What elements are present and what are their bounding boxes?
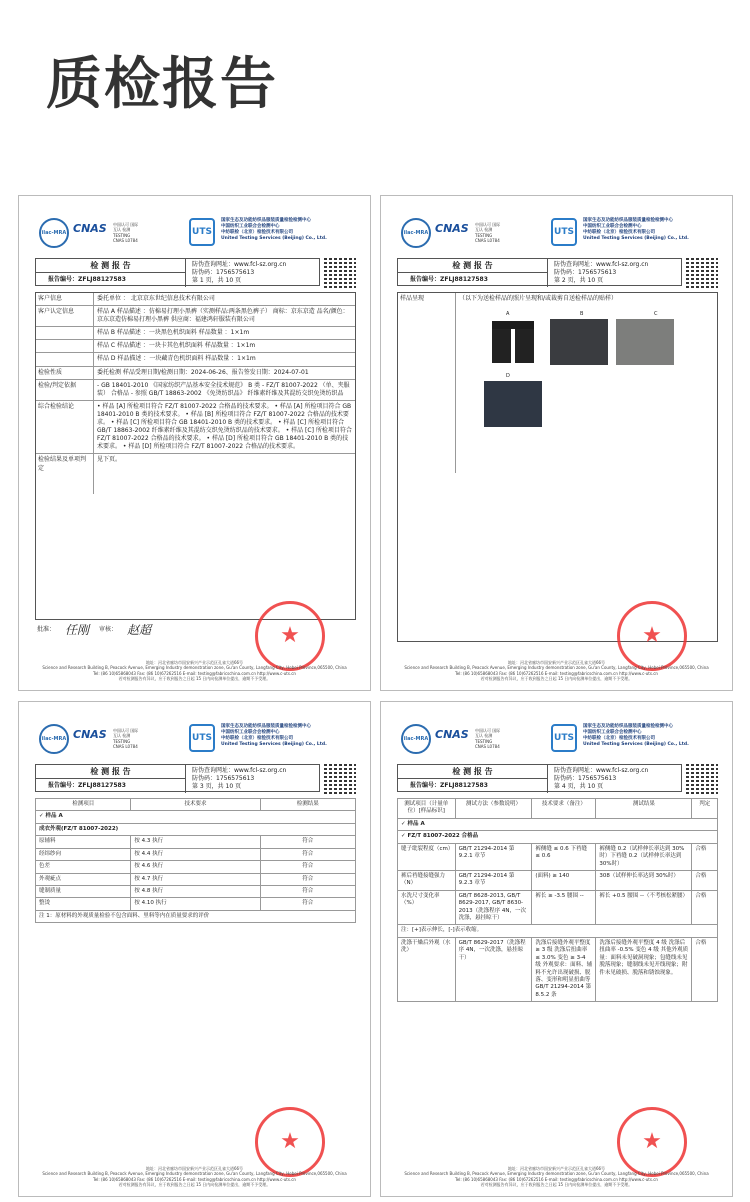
- qr-code: [686, 256, 718, 288]
- report-body: [397, 798, 718, 1148]
- verify-code: 防伪码：1756575613: [192, 269, 255, 276]
- table-row: 裤后裆缝接缝强力（N） GB/T 21294-2014 第 9.2.3 章节 (面料) ≥ 140 308（试样伸长率达到 30%时） 合格: [398, 870, 718, 890]
- qr-code: [324, 256, 356, 288]
- qr-code: [324, 762, 356, 794]
- page-count: 第 3 页，共 10 页: [192, 783, 242, 790]
- uts-logo: UTS: [551, 724, 577, 752]
- table-note: 注：[+]表示伸长，[-]表示收缩。: [398, 925, 718, 937]
- report-body: [35, 292, 356, 620]
- table-row: 色差 按 4.6 执行 符合: [36, 861, 356, 873]
- report-footer: 地址：河北省廊坊市国安新兴产业示范区孔雀大道66号 Science and Research Building B, Peacock Avenue, Emerging Industry demonstration zone, Gu'an County, Langfang City, Hebei Province,065500, China Tel: (86 10)65868043 Fax: (86 10)67262516 E-mail: testing@fabricschina.com.cn http://www.c-uts.cn 若对检测报告有异议，应于收到报告之日起 15 日内向检测单位提出，逾期不予受理。: [42, 1165, 347, 1188]
- table-row: 样品 D 样品描述 ：一块藏青色机织面料 样品数量 ：1×1m: [36, 353, 355, 366]
- sample-label: ✓ 样品 A: [398, 818, 718, 830]
- verify-site: 防伪查询网址：www.fcl-sz.org.cn: [554, 261, 649, 268]
- table-row: 水洗尺寸变化率（%） GB/T 8628-2013, GB/T 8629-2017, GB/T 8630-2013（洗涤程序 4N，一次洗涤，悬挂晾干） 裤长 ≥ -3.5 腰围 -- 裤长 +0.5 腰围 --（不考核松紧腰） 合格: [398, 890, 718, 925]
- report-footer: 地址：河北省廊坊市国安新兴产业示范区孔雀大道66号 Science and Research Building B, Peacock Avenue, Emerging Industry demonstration zone, Gu'an County, Langfang City, Hebei Province,065500, China Tel: (86 10)65868043 Fax: (86 10)67262516 E-mail: testing@fabricschina.com.cn http://www.c-uts.cn 若对检测报告有异议，应于收到报告之日起 15 日内向检测单位提出，逾期不予受理。: [42, 659, 347, 682]
- verify-code: 防伪码：1756575613: [192, 775, 255, 782]
- table-row: 检验结果及单项判定 见下页。: [36, 454, 355, 494]
- sample-b-swatch: [550, 319, 608, 365]
- standard-label: ✓ FZ/T 81007-2022 合格品: [398, 831, 718, 843]
- report-number: 报告编号：ZFLJ88127583: [36, 779, 186, 793]
- swatch-label: C: [654, 311, 658, 317]
- table-row: 样品 B 样品描述 ：一块黑色机织面料 样品数量 ：1×1m: [36, 327, 355, 340]
- org-name: 国家生态及功能纺织品服装质量检验检测中心 中国纺织工业联合会检测中心 中纺联检（北京）检验技术有限公司 United Testing Services (Beijing) Co., Ltd.: [221, 724, 327, 748]
- report-body: [35, 798, 356, 1148]
- report-bar: [397, 258, 682, 286]
- cnas-logo: CNAS: [435, 222, 469, 235]
- table-row: 样品 C 样品描述 ：一块卡其色机织面料 样品数量 ：1×1m: [36, 340, 355, 353]
- report-number: 报告编号：ZFLJ88127583: [398, 273, 548, 287]
- report-bar: [35, 764, 320, 792]
- report-page-1: [18, 195, 371, 691]
- cnas-logo: CNAS: [435, 728, 469, 741]
- report-bar: [397, 764, 682, 792]
- ilac-logo: ilac-MRA: [401, 724, 431, 754]
- table-row: 洗涤干燥后外观（水洗） GB/T 8629-2017（洗涤程序 4N，一次洗涤，悬挂晾干） 洗涤后接缝外观平整度 ≥ 3 级 洗涤后扭曲率 ≤ 3.0% 变色 ≥ 3-4 级 外观要求：面料、辅料不允许出现破损、脱落、变形和明显扭曲等 GB/T 21294-2014 第 8.5.2 条 洗涤后接缝外观平整度 4 级 洗涤后扭曲率 -0.5% 变色 4 级 其他外观质量：面料未见破洞现象；包缝线未见脱落现象；缝制线未见开线现象；附件未见破损、脱落和锈蚀现象。 合格: [398, 937, 718, 1001]
- ilac-logo: ilac-MRA: [39, 724, 69, 754]
- report-number: 报告编号：ZFLJ88127583: [36, 273, 186, 287]
- table-row: 外观疵点 按 4.7 执行 符合: [36, 873, 356, 885]
- report-body: [397, 292, 718, 642]
- report-bar: [35, 258, 320, 286]
- org-name: 国家生态及功能纺织品服装质量检验检测中心 中国纺织工业联合会检测中心 中纺联检（北京）检验技术有限公司 United Testing Services (Beijing) Co., Ltd.: [583, 724, 689, 748]
- report-page-3: [18, 701, 371, 1197]
- report-number: 报告编号：ZFLJ88127583: [398, 779, 548, 793]
- verify-code: 防伪码：1756575613: [554, 269, 617, 276]
- verify-site: 防伪查询网址：www.fcl-sz.org.cn: [554, 767, 649, 774]
- report-footer: 地址：河北省廊坊市国安新兴产业示范区孔雀大道66号 Science and Research Building B, Peacock Avenue, Emerging Industry demonstration zone, Gu'an County, Langfang City, Hebei Province,065500, China Tel: (86 10)65868043 Fax: (86 10)67262516 E-mail: testing@fabricschina.com.cn http://www.c-uts.cn 若对检测报告有异议，应于收到报告之日起 15 日内向检测单位提出，逾期不予受理。: [404, 659, 709, 682]
- swatch-label: A: [506, 311, 510, 317]
- table-row: 整烫 按 4.10 执行 符合: [36, 898, 356, 910]
- page-count: 第 2 页，共 10 页: [554, 277, 604, 284]
- uts-logo: UTS: [189, 724, 215, 752]
- table-row: 样品呈现 （以下为送检样品的照片呈现和/或裁剪自送检样品的贴样） A B C D: [398, 293, 717, 473]
- qr-code: [686, 762, 718, 794]
- org-name: 国家生态及功能纺织品服装质量检验检测中心 中国纺织工业联合会检测中心 中纺联检（北京）检验技术有限公司 United Testing Services (Beijing) Co., Ltd.: [583, 218, 689, 242]
- official-stamp: ★: [617, 1107, 687, 1177]
- sample-c-swatch: [616, 319, 674, 365]
- table-row: 缝制质量 按 4.8 执行 符合: [36, 885, 356, 897]
- table-row: 检验/判定依据 - GB 18401-2010 《国家纺织产品基本安全技术规范》 B 类 - FZ/T 81007-2022 （单、夹服装） 合格品 - 参照 GB/T 18863-2002 《免烫纺织品》 纤维素纤维及其混纺交织免烫纺织品: [36, 380, 355, 401]
- table-row: 经纬纱向 按 4.4 执行 符合: [36, 848, 356, 860]
- table-note: 注 1：原材料的外观质量检验不包含面料、里料等内在质量要求的评价: [36, 910, 356, 922]
- sample-label: ✓ 样品 A: [36, 811, 356, 823]
- sample-d-swatch: [484, 381, 542, 427]
- uts-logo: UTS: [189, 218, 215, 246]
- report-header: [401, 722, 718, 756]
- report-header: [39, 722, 356, 756]
- sample-a-trousers: [484, 319, 542, 365]
- cnas-logo: CNAS: [73, 728, 107, 741]
- report-title: 检 测 报 告: [398, 765, 548, 779]
- results-table: 检测项目 技术要求 检测结果 ✓ 样品 A 成衣外观(FZ/T 81007-2022) 原辅料 按 4.3 执行 符合 经纬纱向 按 4.4 执行 符合 色差 按 4.6 执行 符合 外观疵点 按 4.7 执行 符合 缝制质量 按 4.8 执行 符合 整烫 按 4.10 执行 符合 注 1：原材料的外观质量检验不包含面料、里料等内在质量要求的评价: [35, 798, 356, 923]
- report-footer: 地址：河北省廊坊市国安新兴产业示范区孔雀大道66号 Science and Research Building B, Peacock Avenue, Emerging Industry demonstration zone, Gu'an County, Langfang City, Hebei Province,065500, China Tel: (86 10)65868043 Fax: (86 10)67262516 E-mail: testing@fabricschina.com.cn http://www.c-uts.cn 若对检测报告有异议，应于收到报告之日起 15 日内向检测单位提出，逾期不予受理。: [404, 1165, 709, 1188]
- verify-site: 防伪查询网址：www.fcl-sz.org.cn: [192, 767, 287, 774]
- cnas-logo: CNAS: [73, 222, 107, 235]
- cnas-caption: 中国认可 国际互认 检测 TESTING CNAS L0784: [113, 222, 139, 244]
- verify-site: 防伪查询网址：www.fcl-sz.org.cn: [192, 261, 287, 268]
- official-stamp: ★: [255, 1107, 325, 1177]
- ilac-logo: ilac-MRA: [39, 218, 69, 248]
- standard-label: 成衣外观(FZ/T 81007-2022): [36, 823, 356, 835]
- table-row: 客户信息 委托单位 ： 北京京东世纪信息技术有限公司: [36, 293, 355, 306]
- reviewer-signature: 赵超: [127, 622, 152, 637]
- cnas-caption: 中国认可 国际互认 检测 TESTING CNAS L0784: [475, 728, 501, 750]
- swatch-label: D: [506, 373, 510, 379]
- page-title: 质检报告: [46, 52, 278, 117]
- table-row: 客户认定信息 样品 A 样品描述 ：仿棉易打理小黑裤（实测样品:两条黑色裤子） 商标：京东京造 品名/颜色：京东京造仿棉易打理小黑裤 供应商：福建鸿轩服装有限公司: [36, 306, 355, 327]
- ilac-logo: ilac-MRA: [401, 218, 431, 248]
- page-count: 第 4 页，共 10 页: [554, 783, 604, 790]
- table-row: 综合检验结论 • 样品 [A] 所检项目符合 FZ/T 81007-2022 合格品的技术要求。 • 样品 [A] 所检项目符合 GB 18401-2010 B 类的技术要求。 • 样品 [B] 所检项目符合 FZ/T 81007-2022 合格品的技术要求。 • 样品 [C] 所检项目符合 GB 18401-2010 B 类的技术要求。 • 样品 [C] 所检项目符合 GB/T 18863-2002 纤维素纤维及其混纺交织免烫纺织品的技术要求。 • 样品 [C] 所检项目符合 FZ/T 81007-2022 合格品的技术要求。 • 样品 [D] 所检项目符合 GB 18401-2010 B 类的技术要求。 • 样品 [D] 所检项目符合 FZ/T 81007-2022 合格品的技术要求。: [36, 401, 355, 455]
- table-row: 检验性质 委托检测 样品受理日期/检测日期：2024-06-26、报告签发日期：2024-07-01: [36, 367, 355, 380]
- org-name: 国家生态及功能纺织品服装质量检验检测中心 中国纺织工业联合会检测中心 中纺联检（北京）检验技术有限公司 United Testing Services (Beijing) Co., Ltd.: [221, 218, 327, 242]
- report-page-4: [380, 701, 733, 1197]
- table-row: 原辅料 按 4.3 执行 符合: [36, 836, 356, 848]
- sample-note: （以下为送检样品的照片呈现和/或裁剪自送检样品的贴样）: [459, 295, 618, 302]
- uts-logo: UTS: [551, 218, 577, 246]
- swatch-label: B: [580, 311, 584, 317]
- official-stamp: ★: [255, 601, 325, 671]
- report-title: 检 测 报 告: [36, 259, 186, 273]
- approver-signature: 任刚: [65, 622, 90, 637]
- verify-code: 防伪码：1756575613: [554, 775, 617, 782]
- report-title: 检 测 报 告: [36, 765, 186, 779]
- report-header: [401, 216, 718, 250]
- cnas-caption: 中国认可 国际互认 检测 TESTING CNAS L0784: [113, 728, 139, 750]
- report-header: [39, 216, 356, 250]
- cnas-caption: 中国认可 国际互认 检测 TESTING CNAS L0784: [475, 222, 501, 244]
- official-stamp: ★: [617, 601, 687, 671]
- page-count: 第 1 页，共 10 页: [192, 277, 242, 284]
- signatures: 批准： 任刚 审核： 赵超: [37, 622, 152, 637]
- report-page-2: [380, 195, 733, 691]
- results-table: 测试项目（计量单位）[样品标识] 测试方法（参数说明） 技术要求（备注） 测试结果 判定 ✓ 样品 A ✓ FZ/T 81007-2022 合格品 缝子纰裂程度（cm） GB/T 21294-2014 第 9.2.1 章节 裤侧缝 ≤ 0.6 下裆缝 ≤ 0.6 裤侧缝 0.2（试样伸长率达到 30%时）下裆缝 0.2（试样伸长率达到 30%时） 合格 裤后裆缝接缝强力（N） GB/T 21294-2014 第 9.2.3 章节 (面料) ≥ 140 308（试样伸长率达到 30%时） 合格 水洗尺寸变化率（%） GB/T 8628-2013, GB/T 8629-2017, GB/T 8630-2013（洗涤程序 4N，一次洗涤，悬挂晾干） 裤长 ≥ -3.5 腰围 -- 裤长 +0.5 腰围 --（不考核松紧腰） 合格 注：[+]表示伸长，[-]表示收缩。 洗涤干燥后外观（水洗） GB/T 8629-2017（洗涤程序 4N，一次洗涤，悬挂晾干） 洗涤后接缝外观平整度 ≥ 3 级 洗涤后扭曲率 ≤ 3.0% 变色 ≥ 3-4 级 外观要求：面料、辅料不允许出现破损、脱落、变形和明显扭曲等 GB/T 21294-2014 第 8.5.2 条 洗涤后接缝外观平整度 4 级 洗涤后扭曲率 -0.5% 变色 4 级 其他外观质量：面料未见破洞现象；包缝线未见脱落现象；缝制线未见开线现象；附件未见破损、脱落和锈蚀现象。 合格: [397, 798, 718, 1002]
- table-row: 缝子纰裂程度（cm） GB/T 21294-2014 第 9.2.1 章节 裤侧缝 ≤ 0.6 下裆缝 ≤ 0.6 裤侧缝 0.2（试样伸长率达到 30%时）下裆缝 0.2（试样伸长率达到 30%时） 合格: [398, 843, 718, 870]
- report-title: 检 测 报 告: [398, 259, 548, 273]
